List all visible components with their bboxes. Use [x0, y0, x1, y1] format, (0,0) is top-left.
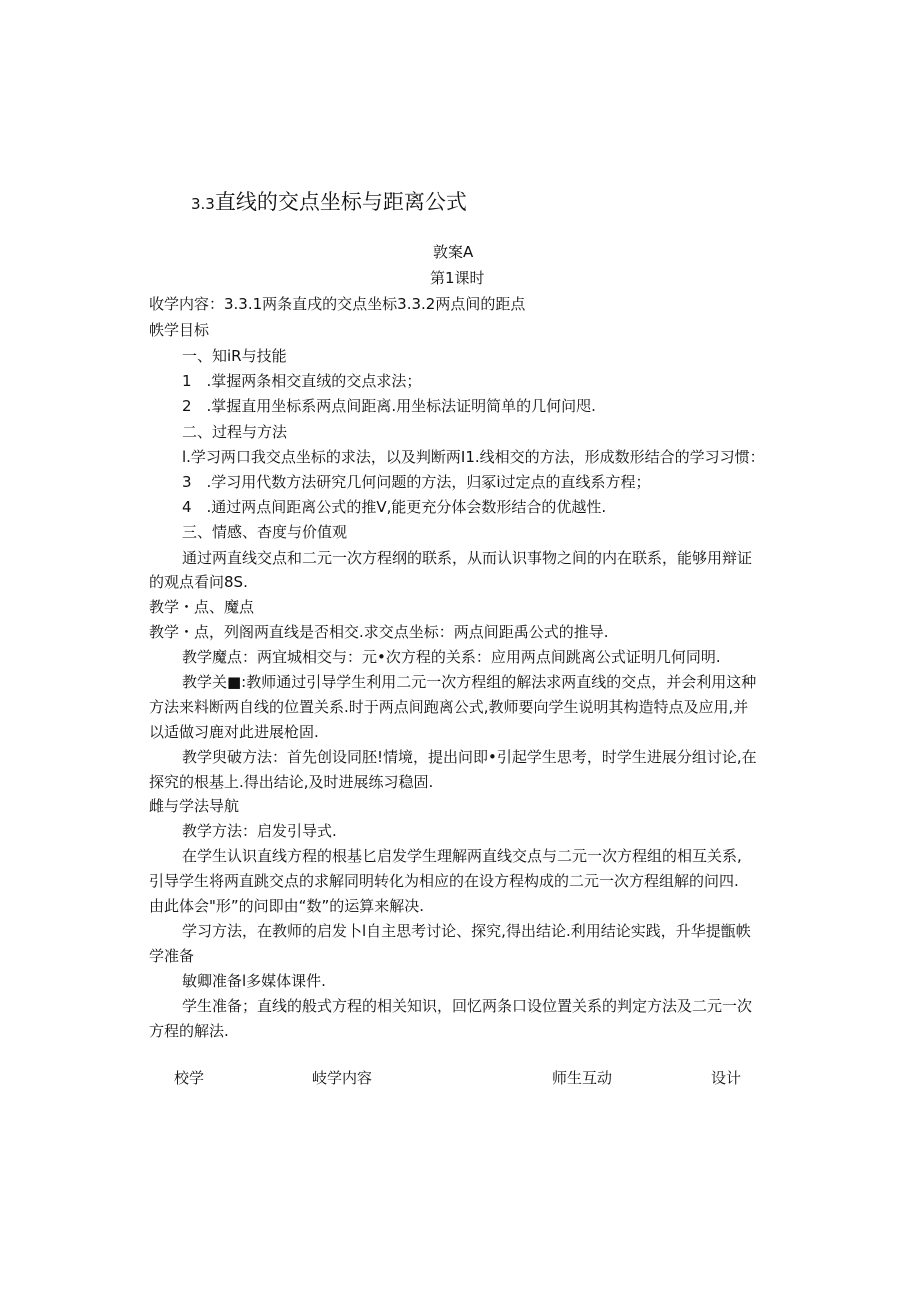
- teaching-content: 收学内容：3.3.1两条直戌的交点坐标3.3.2两点间的距点: [149, 295, 526, 313]
- paragraph-line: 通过两直线交点和二元一次方程纲的联系，从而认识事物之间的内在联系，能够用辩证: [182, 549, 753, 567]
- paragraph-line: 由此体会"形”的问即由“数”的运算来解决.: [149, 897, 424, 915]
- heading-objectives: 帙学目标: [149, 321, 210, 339]
- section-title: [191, 188, 467, 218]
- paragraph-line: 在学生认识直线方程的根基匕启发学生理解两直线交点与二元一次方程组的相互关系,: [182, 847, 742, 865]
- paragraph-line: 教学臾破方法：首先创设同胚!情境，提出问即•引起学生思考，时学生进展分组讨论,在: [182, 748, 757, 766]
- paragraph-line: 引导学生将两直跳交点的求解同明转化为相应的在设方程构成的二元一次方程组解的问四.: [149, 872, 739, 890]
- objective-item: 2 .掌握直用坐标系两点间距离.用坐标法证明简单的几何问咫.: [182, 397, 596, 415]
- lesson-period: 第1课时: [430, 269, 485, 287]
- paragraph-line: 方法来料断两自线的位置关系.时于两点间跑离公式,教师要向学生说明其构造特点及应用,并: [149, 698, 749, 716]
- paragraph-line: 以适做习鹿对此进展枪固.: [149, 723, 319, 741]
- lesson-plan-label: 敦案A: [433, 243, 474, 261]
- paragraph-line: 学习方法，在教师的启发卜l自主思考讨论、探究,得出结论.利用结论实践，升华提甑帙: [182, 922, 751, 940]
- heading-methods: 雌与学法导航: [149, 797, 240, 815]
- objective-item: l.学习两口我交点坐标的求法，以及判断两I1.线相交的方法，形成数形结合的学习习惯：: [182, 448, 765, 466]
- objective-item: 3 .学习用代数方法研究几何问题的方法，归冢i过定点的直线系方程；: [182, 473, 651, 491]
- paragraph-line: 学准备: [149, 947, 195, 965]
- subheading-attitude: 三、情感、杳度与价值观: [182, 523, 348, 541]
- table-header-cell: 设计: [711, 1069, 742, 1087]
- subheading-knowledge: 一、知iR与技能: [182, 347, 287, 365]
- section-title-text: 直线的交点坐标与距离公式: [214, 190, 467, 214]
- table-header-cell: 校学: [174, 1069, 205, 1087]
- table-header-cell: 师生互动: [552, 1069, 613, 1087]
- heading-key-points: 教学・点、魔点: [149, 598, 255, 616]
- paragraph-line: 教学方法：启发引导式.: [182, 822, 337, 840]
- paragraph-line: 的观点看问8S.: [149, 573, 248, 591]
- subheading-process: 二、过程与方法: [182, 423, 288, 441]
- paragraph-line: 探究的根基上.得出结论,及时进展练习稳固.: [149, 773, 434, 791]
- objective-item: 4 .通过两点间距离公式的推V,能更充分体会数形结合的优越性.: [182, 498, 607, 516]
- paragraph-line: 教学关■:教师通过引导学生利用二元一次方程组的解法求两直线的交点，并会利用这种: [182, 673, 757, 691]
- paragraph-line: 学生准备；直线的般式方程的相关知识，回忆两条口设位置关系的判定方法及二元一次: [182, 997, 753, 1015]
- paragraph-line: 敏卿准备l多媒体课件.: [182, 972, 326, 990]
- paragraph-line: 方程的解法.: [149, 1022, 229, 1040]
- paragraph-line: 教学・点，列阁两直线是否相交.求交点坐标：两点间距禹公式的推导.: [149, 623, 609, 641]
- section-number: 3.3: [191, 195, 215, 213]
- paragraph-line: 教学魔点：两宜城相交与：元•次方程的关系：应用两点间跳离公式证明几何同明.: [182, 648, 721, 666]
- table-header-cell: 岐学内容: [312, 1069, 373, 1087]
- objective-item: 1 .掌握两条相交直绒的交点求法；: [182, 372, 422, 390]
